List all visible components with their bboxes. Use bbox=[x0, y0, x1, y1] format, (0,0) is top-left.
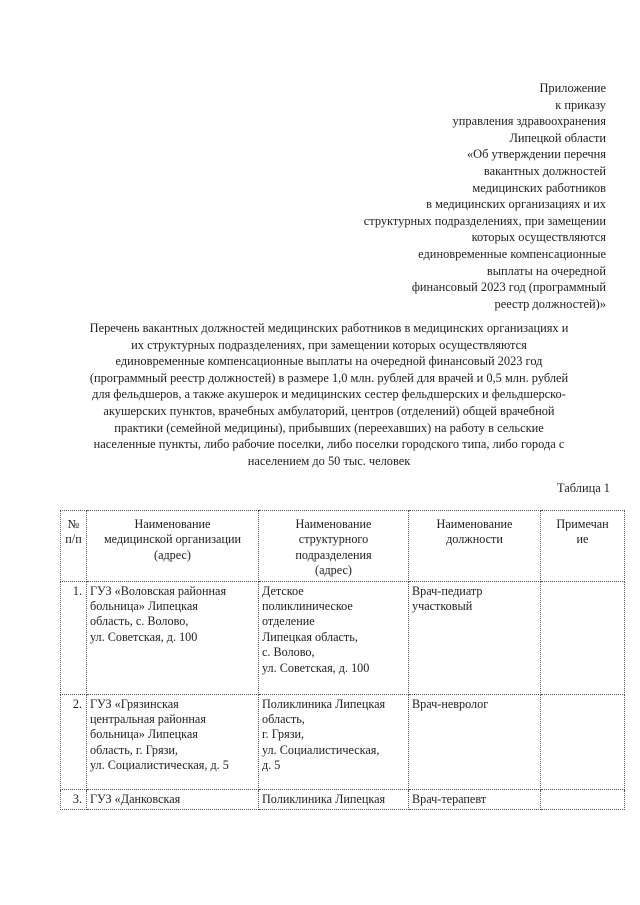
text-line: (программный реестр должностей) в размере 1,0 млн. рублей для врачей и 0,5 млн. рублей bbox=[89, 370, 569, 385]
text-line: Наименование bbox=[436, 517, 513, 531]
row-note bbox=[541, 694, 625, 789]
text-line: ГУЗ «Грязинская bbox=[90, 696, 179, 711]
text-line: больница» Липецкая bbox=[90, 599, 198, 614]
text-line: единовременные компенсационные bbox=[418, 246, 606, 261]
text-line: для фельдшеров, а также акушерок и медицинских сестер фельдшерских и фельдшерско- bbox=[92, 387, 566, 402]
text-line: ие bbox=[576, 532, 589, 547]
text-line: ул. Социалистическая, д. 5 bbox=[90, 758, 229, 773]
row-organization bbox=[87, 789, 259, 809]
text-line: «Об утверждении перечня bbox=[466, 147, 606, 162]
row-organization bbox=[87, 581, 259, 694]
appendix-block bbox=[276, 80, 606, 312]
text-line: Поликлиника Липецкая bbox=[262, 696, 386, 711]
text-line: участковый bbox=[412, 599, 473, 614]
text-line: должности bbox=[446, 532, 503, 547]
row-number: 2. bbox=[61, 694, 87, 789]
text-line: реестр должностей)» bbox=[494, 296, 606, 311]
row-note bbox=[541, 789, 625, 809]
text-line: в медицинских организациях и их bbox=[426, 197, 606, 212]
text-line: ГУЗ «Воловская районная bbox=[90, 583, 227, 598]
text-line: с. Волово, bbox=[262, 645, 315, 660]
text-line: п/п bbox=[65, 532, 82, 547]
text-line: Примечан bbox=[556, 517, 609, 531]
text-line: подразделения bbox=[295, 547, 372, 562]
row-subdivision bbox=[259, 581, 409, 694]
text-line: ГУЗ «Данковская bbox=[90, 791, 181, 806]
row-position bbox=[409, 789, 541, 809]
text-line: их структурных подразделениях, при замещении которых осуществляются bbox=[131, 337, 527, 352]
text-line: отделение bbox=[262, 614, 315, 629]
text-line: медицинских работников bbox=[472, 180, 606, 195]
text-line: Детское bbox=[262, 583, 304, 598]
text-line: область, bbox=[262, 712, 305, 727]
text-line: Приложение bbox=[539, 81, 606, 95]
text-line: которых осуществляются bbox=[471, 230, 606, 245]
table-row bbox=[61, 581, 625, 694]
text-line: (адрес) bbox=[154, 547, 191, 562]
text-line: населением до 50 тыс. человек bbox=[247, 453, 411, 468]
text-line: ул. Социалистическая, bbox=[262, 742, 380, 757]
text-line: Врач-невролог bbox=[412, 696, 489, 711]
document-heading bbox=[46, 320, 612, 469]
table-row bbox=[61, 789, 625, 809]
text-line: структурных подразделениях, при замещении bbox=[363, 213, 606, 228]
text-line: структурного bbox=[298, 532, 369, 547]
header-note bbox=[541, 511, 625, 582]
row-position bbox=[409, 581, 541, 694]
text-line: населенные пункты, либо рабочие поселки, либо поселки городского типа, либо города с bbox=[93, 437, 565, 452]
row-note bbox=[541, 581, 625, 694]
row-number: 1. bbox=[61, 581, 87, 694]
table-row bbox=[61, 694, 625, 789]
row-subdivision bbox=[259, 789, 409, 809]
row-organization bbox=[87, 694, 259, 789]
header-position bbox=[409, 511, 541, 582]
text-line: Липецкая область, bbox=[262, 629, 358, 644]
text-line: Липецкой области bbox=[509, 130, 606, 145]
text-line: практики (семейной медицины), прибывших (переехавших) на работу в сельские bbox=[114, 420, 544, 435]
text-line: область, г. Грязи, bbox=[90, 742, 178, 757]
text-line: Наименование bbox=[134, 517, 211, 531]
text-line: Поликлиника Липецкая bbox=[262, 791, 386, 806]
text-line: акушерских пунктов, врачебных амбулаторий, центров (отделений) общей врачебной bbox=[103, 403, 555, 418]
header-number bbox=[61, 511, 87, 582]
text-line: к приказу bbox=[555, 97, 606, 112]
text-line: Наименование bbox=[295, 517, 372, 531]
text-line: центральная районная bbox=[90, 712, 206, 727]
text-line: ул. Советская, д. 100 bbox=[90, 629, 198, 644]
text-line: финансовый 2023 год (программный bbox=[411, 280, 606, 295]
text-line: (адрес) bbox=[315, 563, 352, 578]
text-line: выплаты на очередной bbox=[486, 263, 606, 278]
text-line: управления здравоохранения bbox=[452, 114, 606, 129]
text-line: № bbox=[67, 517, 80, 531]
text-line: Врач-терапевт bbox=[412, 791, 487, 806]
table-header-row bbox=[61, 511, 625, 582]
text-line: медицинской организации bbox=[103, 532, 242, 547]
row-number: 3. bbox=[61, 789, 87, 809]
text-line: ул. Советская, д. 100 bbox=[262, 660, 370, 675]
row-subdivision bbox=[259, 694, 409, 789]
text-line: больница» Липецкая bbox=[90, 727, 198, 742]
text-line: Перечень вакантных должностей медицинских работников в медицинских организациях и bbox=[89, 321, 569, 335]
table-label: Таблица 1 bbox=[557, 481, 610, 495]
text-line: область, с. Волово, bbox=[90, 614, 189, 629]
row-position bbox=[409, 694, 541, 789]
text-line: вакантных должностей bbox=[483, 163, 606, 178]
vacancy-table bbox=[60, 510, 625, 810]
text-line: г. Грязи, bbox=[262, 727, 305, 742]
text-line: д. 5 bbox=[262, 758, 281, 773]
text-line: поликлиническое bbox=[262, 599, 353, 614]
header-subdivision bbox=[259, 511, 409, 582]
header-organization bbox=[87, 511, 259, 582]
text-line: единовременные компенсационные выплаты на очередной финансовый 2023 год bbox=[115, 354, 543, 369]
text-line: Врач-педиатр bbox=[412, 583, 483, 598]
